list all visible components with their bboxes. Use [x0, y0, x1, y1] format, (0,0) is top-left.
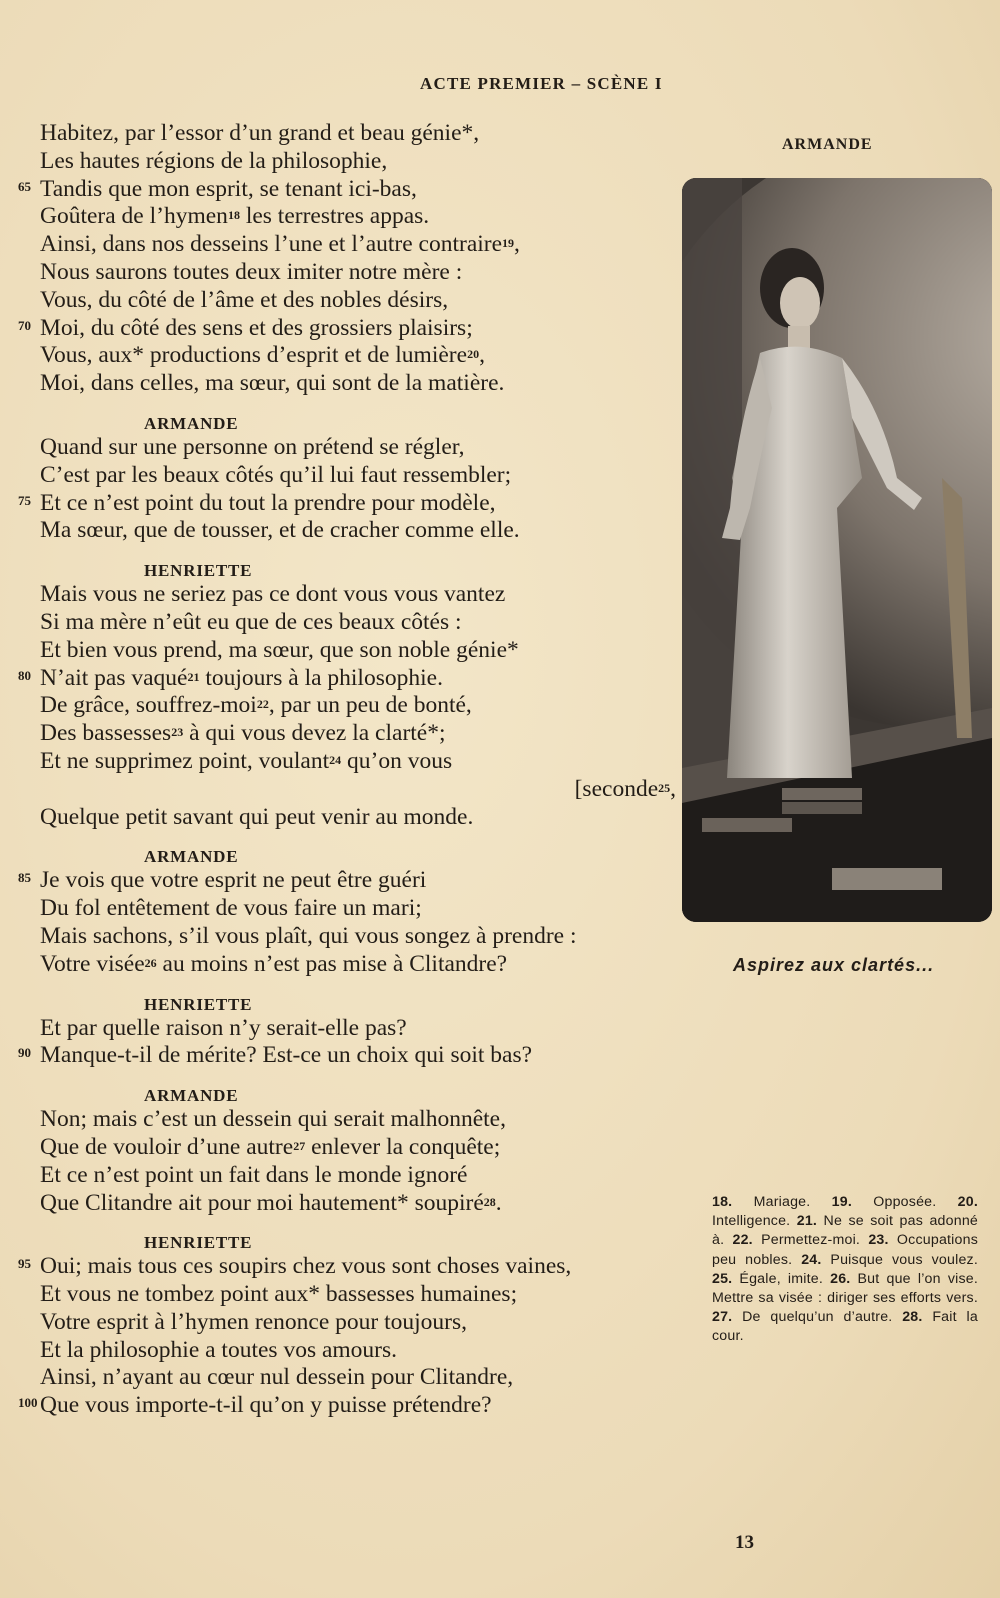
verse-line [0, 665, 690, 693]
verse-text-tail: enlever la conquête; [305, 1133, 501, 1160]
verse-line [0, 1015, 690, 1043]
verse-text: Que de vouloir d’une autre [40, 1133, 294, 1160]
actress-photo-illustration [682, 178, 992, 922]
line-number: 95 [18, 1256, 31, 1272]
verse-line [0, 1392, 690, 1420]
verse-text-tail: qu’on vous [341, 747, 453, 774]
verse-text: Vous, du côté de l’âme et des nobles désirs, [40, 286, 449, 313]
verse-text: Ainsi, dans nos desseins l’une et l’autre contraire [40, 231, 503, 258]
verse-text-tail: , par un peu de bonté, [268, 692, 472, 719]
line-number: 80 [18, 667, 31, 683]
footnote-ref: 19 [502, 236, 515, 251]
footnote-number: 25. [712, 1270, 733, 1287]
footnote-number: 18. [712, 1194, 733, 1210]
verse-line [0, 804, 690, 832]
verse-text: Quand sur une personne on prétend se régler, [40, 433, 465, 460]
verse-line [0, 259, 690, 287]
speaker-name: ARMANDE [144, 413, 239, 433]
footnote-number: 23. [868, 1232, 889, 1249]
verse-line [0, 148, 690, 176]
line-number: 90 [18, 1045, 31, 1061]
speaker-name: HENRIETTE [144, 561, 253, 581]
verse-line [0, 867, 690, 895]
verse-text: Vous, aux* productions d’esprit et de lumière [40, 342, 468, 369]
verse-column [0, 120, 690, 1420]
verse-text: Des bassesses [40, 720, 172, 747]
footnote-ref: 23 [171, 725, 184, 740]
verse-line [0, 342, 690, 370]
verse-text-tail: , [479, 342, 485, 369]
verse-text: Et vous ne tombez point aux* bassesses humaines; [40, 1281, 518, 1308]
verse-text: Votre esprit à l’hymen renonce pour toujours, [40, 1308, 468, 1335]
verse-line [0, 1337, 690, 1365]
verse-line [0, 748, 690, 776]
footnote-number: 20. [957, 1194, 978, 1210]
footnote-text: Ne se soit pas adonné à. [712, 1213, 978, 1249]
footnote-ref: 21 [187, 669, 200, 684]
speaker-name: ARMANDE [144, 847, 239, 867]
verse-text: Moi, dans celles, ma sœur, qui sont de la matière. [40, 370, 505, 397]
verse-text-tail: au moins n’est pas mise à Clitandre? [156, 950, 508, 977]
footnote-ref: 20 [467, 347, 480, 362]
verse-text: [seconde [574, 775, 659, 802]
verse-text: Je vois que votre esprit ne peut être guéri [40, 867, 427, 894]
verse-text: Et par quelle raison n’y serait-elle pas? [40, 1014, 407, 1041]
footnote-number: 21. [796, 1213, 818, 1230]
verse-line [0, 923, 690, 951]
verse-text-tail: les terrestres appas. [239, 203, 430, 230]
verse-line [0, 1190, 690, 1218]
verse-line [0, 1253, 690, 1281]
verse-line [0, 581, 690, 609]
verse-text: Et la philosophie a toutes vos amours. [40, 1336, 398, 1363]
verse-text: Que Clitandre ait pour moi hautement* soupiré [40, 1189, 484, 1216]
footnote-ref: 25 [658, 780, 671, 795]
verse-text: Mais vous ne seriez pas ce dont vous vous vantez [40, 581, 506, 608]
footnote-number: 22. [732, 1232, 753, 1249]
verse-text: Quelque petit savant qui peut venir au monde. [40, 803, 474, 830]
verse-text: Ainsi, n’ayant au cœur nul dessein pour Clitandre, [40, 1364, 514, 1391]
verse-text: Habitez, par l’essor d’un grand et beau génie*, [40, 120, 480, 146]
verse-line [0, 120, 690, 148]
footnote-text: But que l’on vise. Mettre sa visée : diriger ses efforts vers. [712, 1270, 978, 1307]
verse-line [0, 517, 690, 545]
verse-text: Moi, du côté des sens et des grossiers plaisirs; [40, 314, 473, 341]
verse-line [0, 490, 690, 518]
verse-line [0, 776, 690, 804]
verse-line [0, 720, 690, 748]
line-number: 85 [18, 870, 31, 886]
verse-line [0, 434, 690, 462]
verse-line [0, 203, 690, 231]
verse-line [0, 176, 690, 204]
verse-text: Et ce n’est point un fait dans le monde ignoré [40, 1161, 468, 1188]
verse-line [0, 315, 690, 343]
verse-text: Du fol entêtement de vous faire un mari; [40, 895, 422, 922]
line-number: 75 [18, 492, 31, 508]
verse-line [0, 287, 690, 315]
verse-text: Que vous importe-t-il qu’on y puisse prétendre? [40, 1392, 492, 1419]
verse-text-tail: , [514, 231, 520, 258]
speaker-name: HENRIETTE [144, 1233, 253, 1253]
verse-line [0, 1364, 690, 1392]
verse-text: Nous saurons toutes deux imiter notre mère : [40, 258, 463, 285]
verse-text-tail: à qui vous devez la clarté*; [183, 720, 446, 747]
stage-photo [682, 178, 992, 922]
photo-caption: Aspirez aux clartés... [733, 955, 935, 975]
running-header: ACTE PREMIER – SCÈNE I [420, 74, 663, 93]
verse-text: Tandis que mon esprit, se tenant ici-bas, [40, 175, 417, 202]
verse-text: Les hautes régions de la philosophie, [40, 147, 388, 174]
verse-line [0, 637, 690, 665]
footnote-ref: 18 [227, 208, 240, 223]
speaker-name: ARMANDE [144, 1086, 239, 1106]
verse-text: C’est par les beaux côtés qu’il lui faut ressembler; [40, 461, 512, 488]
footnote-text: De quelqu’un d’autre. [732, 1309, 903, 1326]
speaker-name: HENRIETTE [144, 994, 253, 1014]
footnote-text: Puisque vous voulez. [821, 1251, 978, 1268]
verse-text-tail: , [670, 775, 676, 802]
line-number: 70 [18, 317, 31, 333]
verse-text: Mais sachons, s’il vous plaît, qui vous songez à prendre : [40, 922, 577, 949]
footnote-text: Opposée. [852, 1194, 958, 1210]
verse-line [0, 1309, 690, 1337]
footnote-text: Égale, imite. [732, 1270, 831, 1287]
verse-line [0, 1134, 690, 1162]
footnote-text: Fait la cour. [712, 1309, 978, 1345]
footnote-text: Occupations peu nobles. [712, 1232, 978, 1268]
verse-text-tail: . [495, 1189, 502, 1216]
verse-text: Et ce n’est point du tout la prendre pour modèle, [40, 489, 496, 516]
verse-text: Et ne supprimez point, voulant [40, 747, 330, 774]
verse-text: Votre visée [40, 950, 145, 977]
verse-text-tail: toujours à la philosophie. [199, 664, 443, 691]
footnote-ref: 28 [483, 1194, 496, 1209]
footnote-text: Permettez-moi. [752, 1232, 869, 1249]
footnote-ref: 27 [293, 1138, 306, 1153]
verse-line [0, 951, 690, 979]
page-number: 13 [735, 1532, 754, 1553]
verse-text: Oui; mais tous ces soupirs chez vous sont choses vaines, [40, 1253, 572, 1280]
verse-line [0, 895, 690, 923]
footnotes-block [712, 1193, 978, 1347]
footnote-text: Intelligence. [712, 1213, 797, 1230]
verse-line [0, 1042, 690, 1070]
footnote-number: 27. [712, 1309, 733, 1326]
verse-text: Ma sœur, que de tousser, et de cracher comme elle. [40, 517, 520, 544]
footnote-ref: 26 [144, 955, 157, 970]
footnote-number: 28. [902, 1309, 923, 1326]
footnote-number: 19. [831, 1194, 852, 1210]
verse-line [0, 1162, 690, 1190]
footnote-text: Mariage. [732, 1194, 832, 1210]
verse-line [0, 231, 690, 259]
verse-line [0, 1281, 690, 1309]
verse-line [0, 609, 690, 637]
verse-text: Manque-t-il de mérite? Est-ce un choix qui soit bas? [40, 1042, 533, 1069]
footnote-ref: 22 [256, 697, 269, 712]
verse-text: N’ait pas vaqué [40, 664, 188, 691]
line-number: 65 [18, 178, 31, 194]
verse-line [0, 370, 690, 398]
verse-text: Et bien vous prend, ma sœur, que son noble génie* [40, 636, 519, 663]
verse-line [0, 1106, 690, 1134]
verse-text: De grâce, souffrez-moi [40, 692, 257, 719]
line-number: 100 [18, 1395, 38, 1411]
footnote-number: 26. [830, 1270, 851, 1287]
verse-text: Si ma mère n’eût eu que de ces beaux côtés : [40, 608, 462, 635]
footnote-ref: 24 [329, 752, 342, 767]
photo-character-label: ARMANDE [782, 136, 873, 153]
verse-line [0, 692, 690, 720]
footnote-number: 24. [801, 1251, 822, 1268]
verse-text: Goûtera de l’hymen [40, 203, 228, 230]
verse-text: Non; mais c’est un dessein qui serait malhonnête, [40, 1106, 506, 1133]
verse-line [0, 462, 690, 490]
